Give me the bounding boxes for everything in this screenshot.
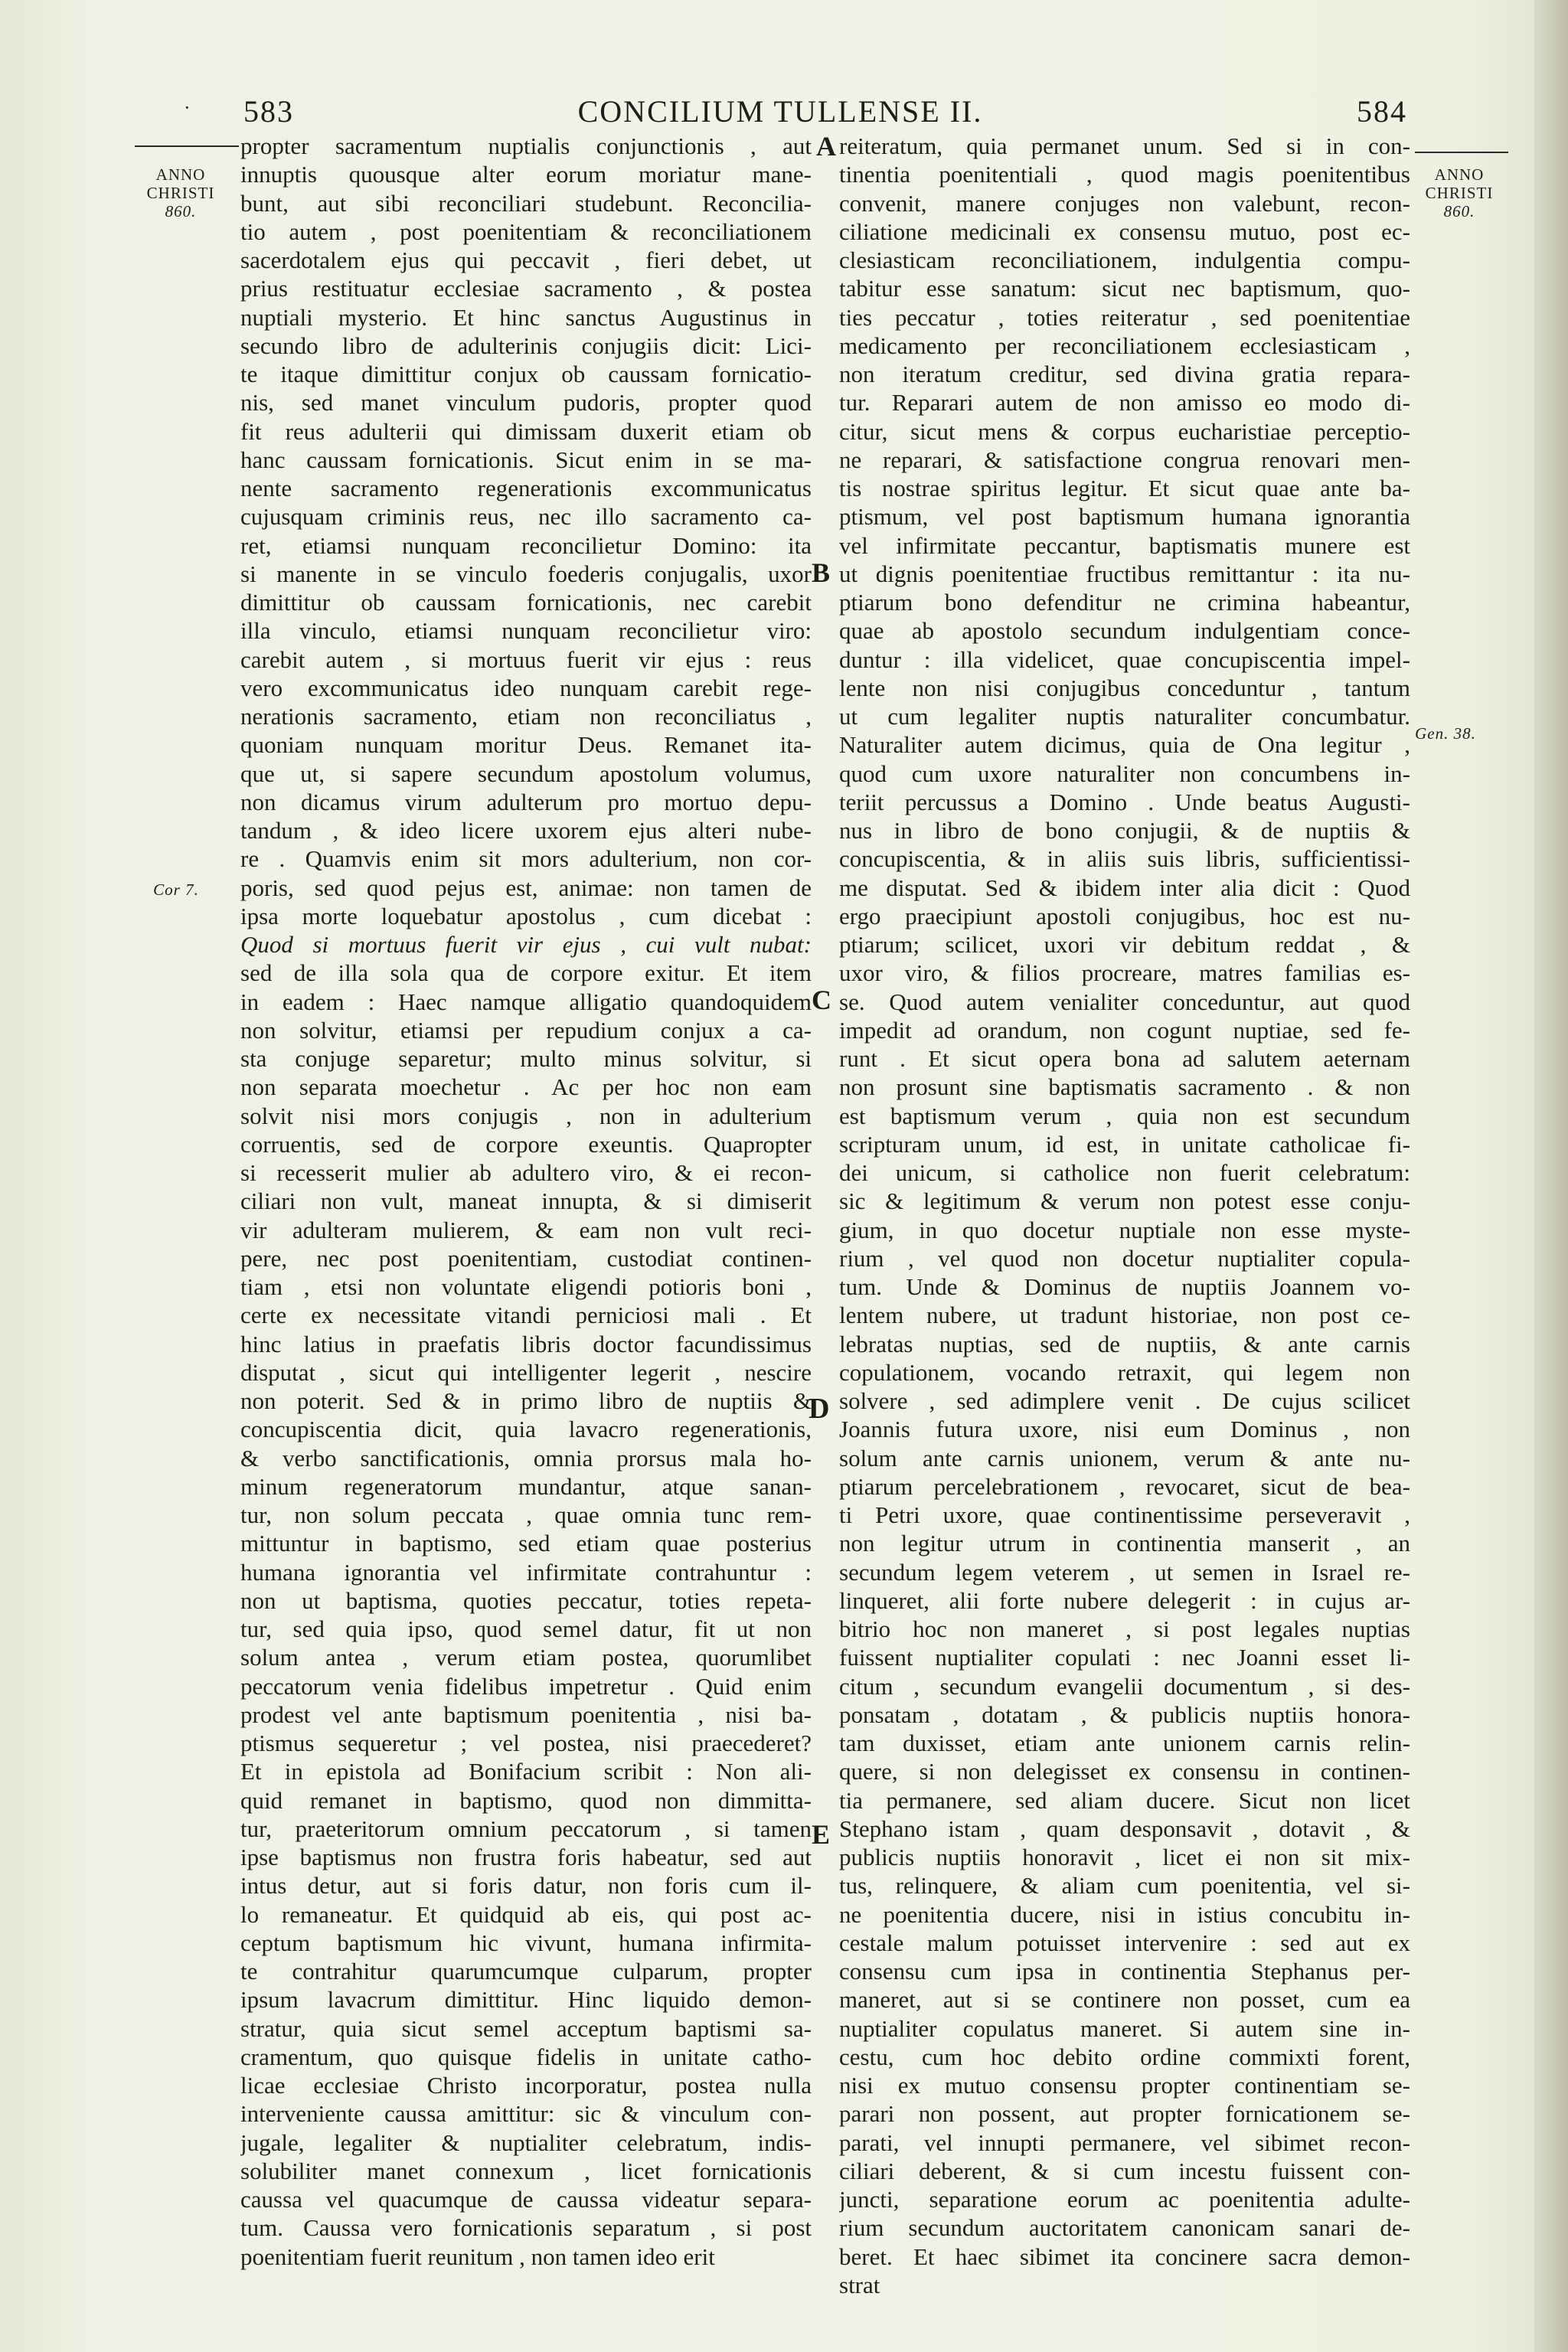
text-line: lo remaneatur. Et quidquid ab eis, qui post ac- — [240, 1900, 812, 1928]
page-title: CONCILIUM TULLENSE II. — [577, 94, 983, 129]
christi-label: CHRISTI — [1425, 184, 1494, 202]
text-line: poenitentiam fuerit reunitum , non tamen ideo erit — [240, 2243, 715, 2270]
text-line: humana ignorantia vel infirmitate contrahuntur : — [240, 1558, 812, 1586]
text-line: tabitur esse sanatum: sicut nec baptismum, quo- — [839, 275, 1410, 302]
text-line: jugale, legaliter & nuptialiter celebratum, indis- — [240, 2128, 812, 2156]
text-line: ties peccatur , toties reiteratur , sed poenitentiae — [839, 303, 1410, 331]
text-line: ponsatam , dotatam , & publicis nuptiis honora- — [839, 1700, 1410, 1728]
text-line: propter sacramentum nuptialis conjunctionis , aut — [240, 132, 812, 159]
text-column-left — [240, 132, 812, 2271]
text-line: convenit, manere conjuges non valebunt, recon- — [839, 189, 1410, 217]
text-line: non legitur utrum in continentia manserit , an — [839, 1530, 1410, 1557]
text-line: interveniente caussa amittitur: sic & vinculum con- — [240, 2100, 812, 2128]
text-line: tur, sed quia ipso, quod semel datur, fit ut non — [240, 1615, 812, 1642]
ornament-dot: · — [184, 96, 191, 119]
text-line: tandum , & ideo licere uxorem ejus alteri nube- — [240, 817, 812, 844]
page-number-right: 584 — [1357, 94, 1407, 129]
text-line: fuissent nuptialiter copulati : nec Joanni esset li- — [839, 1644, 1410, 1671]
margin-ref-cor: Cor 7. — [153, 880, 199, 899]
year-label: 860. — [1443, 202, 1475, 220]
text-line: tur, praeteritorum omnium peccatorum , si tamen — [240, 1815, 812, 1842]
text-line: poris, sed quod pejus est, animae: non tamen de — [240, 874, 812, 901]
text-column-right — [839, 132, 1410, 2299]
text-line: tam duxisset, etiam ante unionem carnis relin- — [839, 1730, 1410, 1756]
text-line: ptismum, vel post baptismum humana ignorantia — [839, 503, 1410, 531]
text-line: Et in epistola ad Bonifacium scribit : Non ali- — [240, 1758, 812, 1785]
text-line: ptiarum bono defenditur ne crimina habeantur, — [839, 589, 1410, 616]
text-line: corruentis, sed de corpore exeuntis. Quapropter — [240, 1130, 812, 1158]
text-line: publicis nuptiis honoravit , licet ei non sit mix- — [839, 1844, 1410, 1870]
text-line: parati, vel innupti permanere, vel sibimet recon- — [839, 2128, 1410, 2156]
text-line: rium secundum auctoritatem canonicam sanari de- — [839, 2214, 1410, 2242]
text-line: Joannis futura uxore, nisi eum Dominus , non — [839, 1416, 1410, 1443]
text-line: bunt, aut sibi reconciliari studebunt. Reconcilia- — [240, 189, 812, 217]
text-line: runt . Et sicut opera bona ad salutem aeternam — [839, 1045, 1410, 1072]
text-line: tiam , etsi non voluntate eligendi potioris boni , — [240, 1273, 812, 1300]
page-number-left: 583 — [243, 94, 294, 129]
text-line: lebratas nuptias, sed de nuptiis, & ante carnis — [839, 1330, 1410, 1357]
text-line: solum antea , verum etiam postea, quorumlibet — [240, 1644, 812, 1671]
text-line: Naturaliter autem dicimus, quia de Ona legitur , — [839, 731, 1410, 759]
text-line: medicamento per reconciliationem ecclesiasticam , — [839, 332, 1410, 359]
page-edge — [1534, 0, 1568, 2352]
text-line: si recesserit mulier ab adultero viro, & ei recon- — [240, 1159, 812, 1186]
text-line: nisi ex mutuo consensu propter continentiam se- — [839, 2072, 1410, 2099]
text-line: linqueret, alii forte nubere delegerit : in cujus ar- — [839, 1586, 1410, 1614]
text-line: non ut baptisma, quoties peccatur, toties repeta- — [240, 1586, 812, 1614]
text-line: citur, sicut mens & corpus eucharistiae perceptio- — [839, 417, 1410, 445]
margin-ref-gen: Gen. 38. — [1415, 724, 1476, 743]
text-line: hinc latius in praefatis libris doctor facundissimus — [240, 1330, 812, 1357]
text-line: ciliari non vult, maneat innupta, & si dimiserit — [240, 1187, 812, 1215]
text-line: te contrahitur quarumcumque culparum, propter — [240, 1958, 812, 1984]
text-line: maneret, aut si se continere non posset, cum ea — [839, 1986, 1410, 2014]
text-line: rium , vel quod non docetur nuptialiter copula- — [839, 1244, 1410, 1272]
anno-label: ANNO — [1434, 165, 1485, 184]
text-line: ne poenitentia ducere, nisi in istius concubitu in- — [839, 1900, 1410, 1928]
section-letter-c: C — [812, 985, 831, 1015]
text-line: ptiarum percelebrationem , revocaret, sicut de bea- — [839, 1472, 1410, 1500]
text-line: ti Petri uxore, quae continentissime perseveravit , — [839, 1501, 1410, 1528]
text-line: tinentia poenitentiali , quod magis poenitentibus — [839, 161, 1410, 188]
text-line: concupiscentia, & in aliis suis libris, sufficientissi- — [839, 845, 1410, 873]
text-line: dei unicum, si catholice non fuerit celebratum: — [839, 1159, 1410, 1186]
text-line: citum , secundum evangelii documentum , si des- — [839, 1672, 1410, 1700]
text-line: te itaque dimittitur conjux ob caussam fornicatio- — [240, 361, 812, 387]
text-line: pere, nec post poenitentiam, custodiat continen- — [240, 1244, 812, 1272]
text-line: tur, non solum peccata , quae omnia tunc rem- — [240, 1501, 812, 1528]
text-line: parari non possent, aut propter fornicationem se- — [839, 2100, 1410, 2128]
margin-anno-right — [1412, 165, 1507, 220]
text-line: scripturam unum, id est, in unitate catholicae fi- — [839, 1130, 1410, 1158]
text-line: se. Quod autem venialiter conceduntur, aut quod — [839, 988, 1410, 1015]
text-line: mittuntur in baptismo, sed etiam quae posterius — [240, 1530, 812, 1557]
margin-rule-right — [1415, 152, 1508, 153]
text-line: stratur, quia sicut semel acceptum baptismi sa- — [240, 2014, 812, 2042]
text-line: nis, sed manet vinculum pudoris, propter quod — [240, 389, 812, 416]
text-line: concupiscentia dicit, quia lavacro regenerationis, — [240, 1416, 812, 1443]
running-head — [153, 93, 1407, 132]
text-line: quoniam nunquam moritur Deus. Remanet ita- — [240, 731, 812, 759]
text-line: certe ex necessitate vitandi perniciosi mali . Et — [240, 1302, 812, 1329]
text-line: caussa vel quacumque de caussa videatur separa- — [240, 2186, 812, 2213]
text-line: gium, in quo docetur nuptiale non esse myste- — [839, 1216, 1410, 1243]
text-line: non separata moechetur . Ac per hoc non eam — [240, 1073, 812, 1101]
text-line: illa vinculo, etiamsi nunquam reconcilietur viro: — [240, 617, 812, 645]
text-line: nuptiali mysterio. Et hinc sanctus Augustinus in — [240, 303, 812, 331]
text-line: secundo libro de adulterinis conjugiis dicit: Lici- — [240, 332, 812, 359]
text-line: disputat , sicut qui intelligenter legerit , nescire — [240, 1358, 812, 1386]
text-line: tur. Reparari autem de non amisso eo modo di- — [839, 389, 1410, 416]
text-line: strat — [839, 2271, 880, 2298]
text-line: sacerdotalem ejus qui peccavit , fieri debet, ut — [240, 247, 812, 273]
text-line: nerationis sacramento, etiam non reconciliatus , — [240, 703, 812, 730]
text-line: quod cum uxore naturaliter non concumbens in- — [839, 760, 1410, 787]
text-line: nus in libro de bono conjugii, & de nuptiis & — [839, 817, 1410, 844]
text-line: tia permanere, sed aliam ducere. Sicut non licet — [839, 1786, 1410, 1814]
text-line: juncti, separatione eorum ac poenitentia adulte- — [839, 2186, 1410, 2213]
text-line: vir adulteram mulierem, & eam non vult reci- — [240, 1216, 812, 1243]
text-line: tus, relinquere, & aliam cum poenitentia, vel si- — [839, 1872, 1410, 1900]
text-line: ne reparari, & satisfactione congrua renovari men- — [839, 446, 1410, 473]
section-letter-e: E — [812, 1819, 831, 1850]
text-line: cestale malum potuisset intervenire : sed aut ex — [839, 1929, 1410, 1956]
text-line: ipse baptismus non frustra foris habeatur, sed aut — [240, 1844, 812, 1870]
text-line: teriit percussus a Domino . Unde beatus Augusti- — [839, 788, 1410, 815]
text-line: clesiasticam reconciliationem, indulgentia compu- — [839, 247, 1410, 273]
text-line: sic & legitimum & verum non potest esse conju- — [839, 1187, 1410, 1215]
text-line: ut dignis poenitentiae fructibus remittantur : ita nu- — [839, 560, 1410, 587]
text-line: prodest vel ante baptismum poenitentia , nisi ba- — [240, 1700, 812, 1728]
text-line: hanc caussam fornicationis. Sicut enim in se ma- — [240, 446, 812, 473]
text-line: quere, si non delegisset ex consensu in continen- — [839, 1758, 1410, 1785]
christi-label: CHRISTI — [146, 184, 215, 202]
text-line: ipsa morte loquebatur apostolus , cum dicebat : — [240, 902, 812, 929]
margin-anno-left — [135, 165, 227, 220]
text-line: re . Quamvis enim sit mors adulterium, non cor- — [240, 845, 812, 873]
text-line: cujusquam criminis reus, nec illo sacramento ca- — [240, 503, 812, 531]
year-label: 860. — [165, 202, 197, 220]
margin-rule-left — [135, 145, 239, 147]
text-line: dimittitur ob caussam fornicationis, nec carebit — [240, 589, 812, 616]
text-line: solum ante carnis unionem, verum & ante nu- — [839, 1444, 1410, 1472]
text-line: ut cum legaliter nuptis naturaliter concumbatur. — [839, 703, 1410, 730]
text-line: carebit autem , si mortuus fuerit vir ejus : reus — [240, 645, 812, 673]
text-line: licae ecclesiae Christo incorporatur, postea nulla — [240, 2072, 812, 2099]
text-line: me disputat. Sed & ibidem inter alia dicit : Quod — [839, 874, 1410, 901]
text-line: uxor viro, & filios procreare, matres familias es- — [839, 959, 1410, 987]
text-line: non solvitur, etiamsi per repudium conjux a ca- — [240, 1016, 812, 1044]
text-line: solubiliter manet connexum , licet fornicationis — [240, 2157, 812, 2184]
text-line: ciliari deberent, & si cum incestu fuissent con- — [839, 2157, 1410, 2184]
text-line: minum regeneratorum mundantur, atque sanan- — [240, 1472, 812, 1500]
section-letter-a: A — [816, 131, 836, 162]
text-line: quid remanet in baptismo, quod non dimmitta- — [240, 1786, 812, 1814]
section-letter-b: B — [812, 557, 831, 588]
text-line: lente non nisi conjugibus conceduntur , tantum — [839, 674, 1410, 701]
text-line: Quod si mortuus fuerit vir ejus , cui vult nubat: — [240, 931, 812, 958]
text-line: nuptialiter copulatus maneret. Si autem sine in- — [839, 2014, 1410, 2042]
section-letter-d: D — [808, 1393, 830, 1425]
text-line: duntur : illa videlicet, quae concupiscentia impel- — [839, 645, 1410, 673]
text-line: tum. Unde & Dominus de nuptiis Joannem vo- — [839, 1273, 1410, 1300]
text-line: prius restituatur ecclesiae sacramento , & postea — [240, 275, 812, 302]
text-line: & verbo sanctificationis, omnia prorsus mala ho- — [240, 1444, 812, 1472]
text-line: est baptismum verum , quia non est secundum — [839, 1102, 1410, 1129]
text-line: tis nostrae spiritus legitur. Et sicut quae ante ba- — [839, 475, 1410, 501]
text-line: ipsum lavacrum dimittitur. Hinc liquido demon- — [240, 1986, 812, 2014]
text-line: quae ab apostolo secundum indulgentiam conce- — [839, 617, 1410, 645]
text-line: sta conjuge separetur; multo minus solvitur, si — [240, 1045, 812, 1072]
text-line: nente sacramento regenerationis excommunicatus — [240, 475, 812, 501]
text-line: sed de illa sola qua de corpore exitur. Et item — [240, 959, 812, 987]
text-line: solvere , sed adimplere venit . De cujus scilicet — [839, 1387, 1410, 1414]
text-line: non poterit. Sed & in primo libro de nuptiis & — [240, 1387, 812, 1414]
text-line: consensu cum ipsa in continentia Stephanus per- — [839, 1958, 1410, 1984]
text-line: bitrio hoc non maneret , si post legales nuptias — [839, 1615, 1410, 1642]
text-line: tio autem , post poenitentiam & reconciliationem — [240, 217, 812, 245]
text-line: vel infirmitate peccantur, baptismatis munere est — [839, 531, 1410, 559]
text-line: vero excommunicatus ideo nunquam carebit rege- — [240, 674, 812, 701]
text-line: tum. Caussa vero fornicationis separatum , si post — [240, 2214, 812, 2242]
text-line: beret. Et haec sibimet ita concinere sacra demon- — [839, 2243, 1410, 2270]
text-line: que ut, si sapere secundum apostolum volumus, — [240, 760, 812, 787]
text-line: ergo praecipiunt apostoli conjugibus, hoc est nu- — [839, 902, 1410, 929]
text-line: ciliatione medicinali ex consensu mutuo, post ec- — [839, 217, 1410, 245]
text-line: non iteratum creditur, sed divina gratia repara- — [839, 361, 1410, 387]
text-line: solvit nisi mors conjugis , non in adulterium — [240, 1102, 812, 1129]
text-line: impedit ad orandum, non cogunt nuptiae, sed fe- — [839, 1016, 1410, 1044]
text-line: reiteratum, quia permanet unum. Sed si in con- — [839, 132, 1410, 159]
text-line: non prosunt sine baptismatis sacramento . & non — [839, 1073, 1410, 1101]
text-line: copulationem, vocando retraxit, qui legem non — [839, 1358, 1410, 1386]
text-line: cestu, cum hoc debito ordine commixti forent, — [839, 2043, 1410, 2070]
text-line: secundum legem veterem , ut semen in Israel re- — [839, 1558, 1410, 1586]
text-line: cramentum, quo quisque fidelis in unitate catho- — [240, 2043, 812, 2070]
text-line: ptismus sequeretur ; vel postea, nisi praecederet? — [240, 1730, 812, 1756]
text-line: lentem nubere, ut tradunt historiae, non post ce- — [839, 1302, 1410, 1329]
text-line: si manente in se vinculo foederis conjugalis, uxor — [240, 560, 812, 587]
text-line: ptiarum; scilicet, uxori vir debitum reddat , & — [839, 931, 1410, 958]
text-line: intus detur, aut si foris datur, non foris cum il- — [240, 1872, 812, 1900]
anno-label: ANNO — [155, 165, 206, 184]
text-line: Stephano istam , quam desponsavit , dotavit , & — [839, 1815, 1410, 1842]
text-line: ceptum baptismum hic vivunt, humana infirmita- — [240, 1929, 812, 1956]
text-line: ret, etiamsi nunquam reconcilietur Domino: ita — [240, 531, 812, 559]
text-line: non dicamus virum adulterum pro mortuo depu- — [240, 788, 812, 815]
text-line: innuptis quousque alter eorum moriatur mane- — [240, 161, 812, 188]
text-line: in eadem : Haec namque alligatio quandoquidem — [240, 988, 812, 1015]
text-line: fit reus adulterii qui dimissam duxerit etiam ob — [240, 417, 812, 445]
text-line: peccatorum venia fidelibus impetretur . Quid enim — [240, 1672, 812, 1700]
